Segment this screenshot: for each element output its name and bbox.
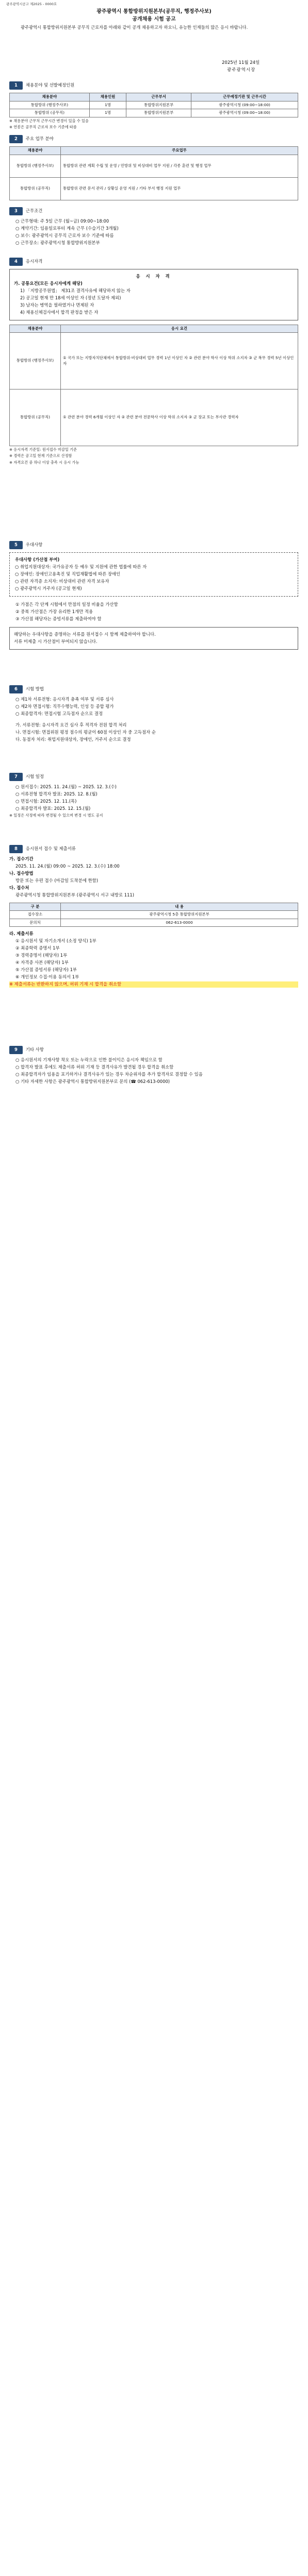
section-heading: 시험 일정 [25,774,44,779]
section-heading: 응시원서 접수 및 제출서류 [25,846,76,852]
table-cell: 통합방위 (공무직) [10,109,90,117]
schedule-item: ○ 최종합격자 발표: 2025. 12. 15.(월) [15,805,91,811]
doc-item: ④ 자격증 사본 (해당자) 1부 [15,959,69,965]
list-item: ○ 근무형태: 주 5일 근무 (월~금) 09:00~18:00 [15,218,109,224]
preference-box [9,552,298,597]
note: ※ 경력은 공고일 현재 기준으로 산정함 [9,453,72,459]
table-header: 채용분야 [10,93,90,101]
box-line: 해당하는 우대사항을 증명하는 서류를 원서접수 시 함께 제출하여야 합니다. [14,632,156,637]
section-heading: 시험 방법 [25,686,44,692]
sub-item: ② 중복 가산점은 가장 유리한 1개만 적용 [15,608,93,614]
list-item: ○ 계약기간: 임용일로부터 계속 근무 (수습기간 3개월) [15,225,119,231]
table-row [10,101,298,109]
section-badge: 7 [9,773,23,781]
doc-item: ① 응시원서 및 자기소개서 (소정 양식) 1부 [15,938,96,944]
table-cell: 광주광역시청 5층 통합방위지원본부 [61,911,298,919]
table-cell: 통합방위 (행정주사보) [10,333,61,389]
section-conditions [9,207,298,247]
table-cell: 통합방위지원본부 [126,101,191,109]
table-header: 구 분 [10,903,61,911]
section-qualifications [9,258,298,466]
list-item: ○ 근무장소: 광주광역시청 통합방위지원본부 [15,240,100,245]
qual-item: 3) 남자는 병역을 필하였거나 면제된 자 [20,302,94,308]
etc-item: ○ 응시원서의 기재사항 착오 또는 누락으로 인한 불이익은 응시자 책임으로 함 [15,1057,163,1063]
etc-item: ○ 합격자 발표 후에도 제출서류 허위 기재 등 결격사유가 발견될 경우 합격을 취소함 [15,1064,174,1070]
table-cell: 통합방위 (행정주사보) [10,101,90,109]
section-badge: 2 [9,135,23,143]
table-cell: 통합방위 (공무직) [10,177,61,200]
table-cell: 문의처 [10,919,61,927]
section-heading: 채용분야 및 선발예정인원 [25,82,75,88]
doc-item: ⑥ 개인정보 수집·이용 동의서 1부 [15,974,79,979]
table-header: 채용분야 [10,325,61,333]
table-header: 응시 요건 [61,325,298,333]
schedule-item: ○ 원서접수: 2025. 11. 24.(월) ~ 2025. 12. 3.(수) [15,784,117,790]
qualification-table [9,325,298,447]
label: 다. 접수처 [9,885,29,890]
section-badge: 3 [9,207,23,215]
table-cell: ① 국가 또는 지방자치단체에서 통합방위·비상대비 업무 경력 1년 이상인 자 ② 관련 분야 학사 이상 학위 소지자 ③ 군 복무 경력 5년 이상인 자 [61,333,298,389]
notice-number: 광주광역시공고 제2025 - 0000호 [6,2,57,6]
table-row [10,109,298,117]
section-badge: 5 [9,541,23,549]
table-header: 내 용 [61,903,298,911]
list-item: ○ 보수: 광주광역시 공무직 근로자 보수 기준에 따름 [15,232,114,238]
notice-box [9,627,298,650]
contact-table [9,903,298,927]
doc-item: ⑤ 가산점 증빙서류 (해당자) 1부 [15,967,77,972]
table-row [10,389,298,446]
table-cell: 1명 [89,101,126,109]
table-row [10,177,298,200]
table-cell: 접수장소 [10,911,61,919]
section-schedule [9,773,298,819]
schedule-item: ○ 면접시험: 2025. 12. 11.(목) [15,798,77,804]
table-cell: 광주광역시청 (09:00~18:00) [191,109,298,117]
document-title [0,8,308,23]
table-header: 주요업무 [61,147,298,155]
table-row [10,333,298,389]
note: ※ 응시자격 기준일: 원서접수 마감일 기준 [9,447,77,452]
qualification-title: 응 시 자 격 [136,274,172,279]
qual-item: 1) 「지방공무원법」 제31조 결격사유에 해당하지 않는 자 [20,287,131,293]
doc-item: ③ 경력증명서 (해당자) 1부 [15,952,68,958]
etc-item: ○ 최종합격자가 임용을 포기하거나 결격사유가 있는 경우 차순위자를 추가 합격자로 결정할 수 있음 [15,1071,203,1077]
table-cell: 통합방위 관련 계획 수립 및 운영 / 민방위 및 비상대비 업무 지원 / 각종 훈련 및 행정 업무 [61,155,298,177]
label: 라. 제출서류 [9,931,34,937]
table-header: 근무부서 [126,93,191,101]
sub-item: ① 가점은 각 단계 시험에서 만점의 일정 비율을 가산함 [15,601,118,607]
table-row [10,155,298,177]
table-cell: 통합방위 (행정주사보) [10,155,61,177]
qual-item: 가. 공통요건(모든 응시자에게 해당) [14,280,83,286]
section-heading: 기타 사항 [25,1047,44,1053]
place: 광주광역시청 통합방위지원본부 (광주광역시 서구 내방로 111) [15,892,134,897]
table-row [10,919,298,927]
pref-item: ○ 광주광역시 거주자 (공고일 현재) [15,585,82,591]
box-line: 서류 미제출 시 가산점이 부여되지 않습니다. [14,639,98,645]
recruitment-table [9,93,298,117]
section-heading: 응시자격 [25,259,43,264]
table-cell: 1명 [89,109,126,117]
table-cell: 통합방위 (공무직) [10,389,61,446]
section-badge: 8 [9,845,23,853]
table-cell: 통합방위지원본부 [126,109,191,117]
section-badge: 4 [9,258,23,266]
pref-item: ○ 관련 자격증 소지자: 비상대비 관련 자격 보유자 [15,578,109,584]
qual-item: 4) 채용신체검사에서 합격 판정을 받은 자 [20,309,99,315]
duties-table [9,146,298,200]
period: 2025. 11. 24.(월) 09:00 ~ 2025. 12. 3.(수) 18:00 [15,863,120,869]
detail-item: 다. 동점자 처리: 취업지원대상자, 장애인, 거주지 순으로 결정 [15,736,131,742]
table-row [10,911,298,919]
section-recruitment [9,81,298,131]
schedule-item: ○ 서류전형 합격자 발표: 2025. 12. 8.(월) [15,791,98,796]
qual-item: 2) 공고일 현재 만 18세 이상인 자 (정년 도달자 제외) [20,295,121,300]
section-badge: 9 [9,1046,23,1054]
label: 가. 접수기간 [9,856,34,862]
issuing-org: 광주광역시장 [227,67,256,73]
notice-date: 2025년 11월 24일 [222,60,260,65]
sub-item: ③ 가산점 해당자는 증빙서류를 제출하여야 함 [15,616,102,621]
detail-item: 가. 서류전형: 응시자격 요건 심사 후 적격자 전원 합격 처리 [15,722,127,727]
intro-paragraph: 광주광역시 통합방위지원본부 공무직 근로자를 아래와 같이 공개 채용하고자 하오니, 유능한 인재들의 많은 응시 바랍니다. [21,25,248,30]
list-item: ○ 최종합격자: 면접시험 고득점자 순으로 결정 [15,710,103,716]
note: ※ 일정은 사정에 따라 변경될 수 있으며 변경 시 별도 공지 [9,812,103,818]
table-cell: ① 관련 분야 경력 6개월 이상인 자 ② 관련 분야 전문학사 이상 학위 소지자 ③ 군 장교 또는 부사관 경력자 [61,389,298,446]
list-item: ○ 제1차 서류전형: 응시자격 충족 여부 및 서류 심사 [15,697,114,702]
table-header: 근무예정기관 및 근무시간 [191,93,298,101]
section-heading: 우대사항 [25,542,43,548]
highlight-note: ※ 제출서류는 반환하지 않으며, 허위 기재 시 합격을 취소함 [9,981,298,988]
table-header: 채용분야 [10,147,61,155]
title-line-2: 공개채용 시험 공고 [132,16,176,22]
section-heading: 주요 업무 분야 [25,136,54,142]
label: 나. 접수방법 [9,870,34,876]
etc-item: ○ 기타 자세한 사항은 광주광역시 통합방위지원본부로 문의 (☎ 062-613-0000) [15,1078,170,1084]
doc-item: ② 최종학력 증명서 1부 [15,945,60,951]
pref-item: ○ 취업지원대상자: 국가유공자 등 예우 및 지원에 관한 법률에 따른 자 [15,564,147,569]
table-cell: 광주광역시청 (09:00~18:00) [191,101,298,109]
table-header: 채용인원 [89,93,126,101]
section-badge: 6 [9,685,23,693]
section-etc [9,1046,298,1086]
section-exam-method [9,685,298,744]
section-badge: 1 [9,81,23,90]
pref-item: ○ 장애인: 장애인고용촉진 및 직업재활법에 따른 장애인 [15,571,121,577]
box-title: 우대사항 (가산점 부여) [15,557,60,563]
section-heading: 근무조건 [25,208,43,214]
note: ※ 연봉은 공무직 근로자 보수 기준에 따름 [9,124,77,129]
title-line-1: 광주광역시 통합방위지원본부(공무직, 행정주사보) [96,9,212,14]
qualification-box [9,269,298,320]
table-cell: 통합방위 관련 문서 관리 / 상황실 운영 지원 / 기타 부서 행정 지원 업무 [61,177,298,200]
section-application [9,845,298,989]
detail-item: 나. 면접시험: 면접위원 평정 점수의 평균이 60점 이상인 자 중 고득점자 순 [15,729,156,735]
section-preferences [9,541,298,650]
list-item: ○ 제2차 면접시험: 직무수행능력, 인성 등 종합 평가 [15,703,114,709]
table-cell: 062-613-0000 [61,919,298,927]
method: 방문 또는 우편 접수 (마감일 도착분에 한함) [15,877,99,883]
section-duties [9,135,298,200]
note: ※ 자격요건 중 하나 이상 충족 시 응시 가능 [9,460,79,465]
note: ※ 채용분야 근무처 근무시간 변경이 있을 수 있음 [9,118,89,123]
